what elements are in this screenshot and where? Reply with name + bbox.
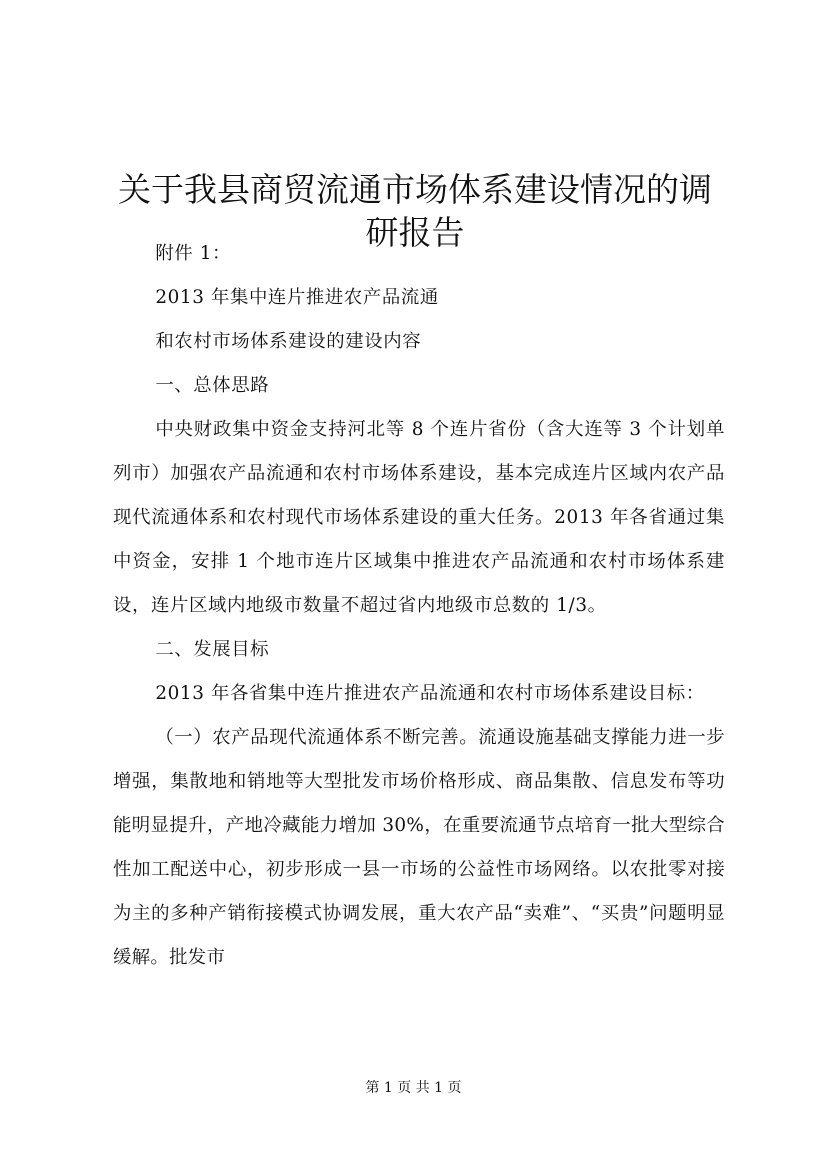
document-body — [113, 232, 725, 980]
section-heading-2: 二、发展目标 — [155, 639, 270, 660]
subtitle-line-1: 2013 年集中连片推进农产品流通 — [155, 287, 439, 308]
section-heading-1: 一、总体思路 — [155, 375, 270, 396]
document-title: 关于我县商贸流通市场体系建设情况的调研报告 — [118, 170, 712, 253]
attachment-label: 附件 1： — [155, 243, 232, 264]
paragraph-overall-approach: 中央财政集中资金支持河北等 8 个连片省份（含大连等 3 个计划单列市）加强农产品流通和农村市场体系建设，基本完成连片区域内农产品现代流通体系和农村现代市场体系建设的重大任务。2013 年各省通过集中资金，安排 1 个地市连片区域集中推进农产品流通和农村市场体系建设，连片区域内地级市数量不超过省内地级市总数的 1/3。 — [113, 419, 725, 616]
subtitle-line-2: 和农村市场体系建设的建设内容 — [155, 331, 422, 352]
paragraph-goal-1: （一）农产品现代流通体系不断完善。流通设施基础支撑能力进一步增强，集散地和销地等大型批发市场价格形成、商品集散、信息发布等功能明显提升，产地冷藏能力增加 30%，在重要流通节点培育一批大型综合性加工配送中心，初步形成一县一市场的公益性市场网络。以农批零对接为主的多种产销衔接模式协调发展，重大农产品“卖难”、“买贵”问题明显缓解。批发市 — [113, 727, 725, 968]
page-footer: 第 1 页 共 1 页 — [365, 1080, 462, 1096]
paragraph-goals-intro: 2013 年各省集中连片推进农产品流通和农村市场体系建设目标： — [155, 683, 705, 704]
